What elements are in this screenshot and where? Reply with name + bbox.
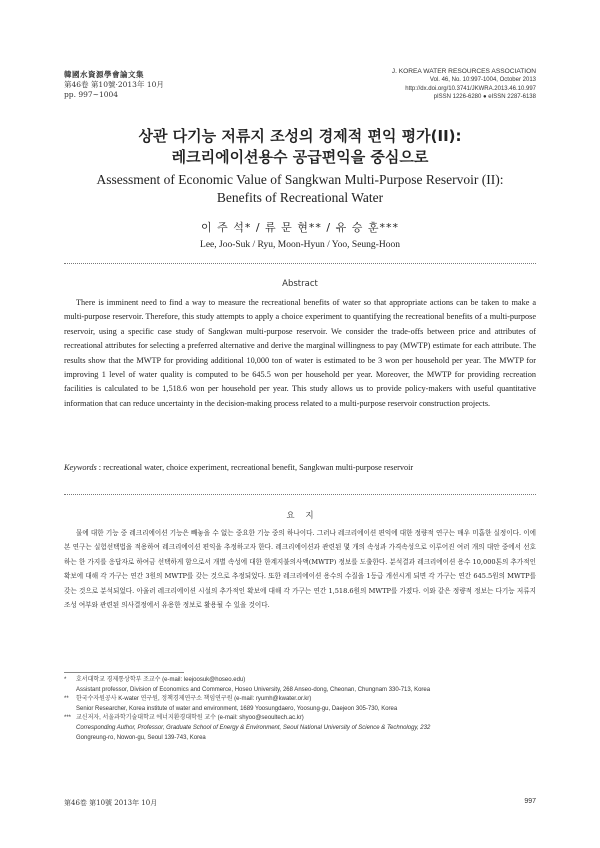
journal-name-ko: 韓國水資源學會論文集 <box>64 70 144 79</box>
footnote-line: Corresponding Author, Professor, Graduate School of Energy & Environment, Seoul National University of Science & Technology, 232 <box>76 724 431 731</box>
keywords <box>64 462 536 474</box>
journal-header-ko <box>64 70 164 100</box>
doi-link[interactable]: http://dx.doi.org/10.3741/JKWRA.2013.46.10.997 <box>405 85 536 92</box>
summary-text: 물에 대한 기능 중 레크리에이션 기능은 빼놓을 수 없는 중요한 기능 중의 하나이다. 그러나 레크리에이션 편익에 대한 정량적 연구는 매우 미흡한 실정이다. 이에 본 연구는 실험선택법을 적용하여 레크리에이션 편익을 추정하고자 한다. 레크리에이션과 관련된 몇 개의 속성과 가격속성으로 이루어진 여러 개의 대안 중에서 선호하는 한 가지를 응답자로 하여금 선택하게 함으로서 개별 속성에 대한 한계지불의사액(MWTP) 정보를 도출한다. 분석결과 레크리에이션 용수 10,000톤의 추가적인 확보에 대해 각 가구는 연간 3원의 MWTP를 갖는 것으로 추정되었다. 또한 레크리에이션 용수의 수질을 1등급 개선시게 되면 각 가구는 연간 645.5원의 MWTP를 갖는 것으로 분석되었다. 아울러 레크리에이션 시설의 추가적인 확보에 대해 각 가구는 연간 1,518.6원의 MWTP를 가졌다. 이와 같은 정량적 정보는 다기능 저류지 조성 여부와 관련된 의사결정에서 유용한 정보로 활용될 수 있을 것이다. <box>64 529 536 610</box>
footnote-item <box>64 676 536 695</box>
footnote-line: 호서대학교 경제통상학부 조교수 (e-mail: leejoosuk@hoseo.edu) <box>76 677 246 683</box>
footer-volume: 第46卷 第10號 2013年 10月 <box>64 799 158 807</box>
footnote-item <box>64 714 536 743</box>
title-korean <box>40 126 560 168</box>
journal-header-en <box>392 68 536 101</box>
title-english <box>40 171 560 207</box>
title-ko-line1: 상관 다기능 저류지 조성의 경제적 편익 평가(II): <box>138 127 462 145</box>
footnotes <box>64 676 536 743</box>
footnote-line: Senior Researcher, Korea institute of water and environment, 1689 Yoosungdaero, Yoosung-gu, Daejeon 305-730, Korea <box>76 705 398 712</box>
divider <box>64 263 536 264</box>
footnote-item <box>64 695 536 714</box>
footnote-line: 교신저자, 서울과학기술대학교 에너지환경대학원 교수 (e-mail: shyoo@seoultech.ac.kr) <box>76 715 304 722</box>
footnote-mark: ** <box>64 696 69 703</box>
footnote-rule <box>64 672 184 673</box>
title-en-line2: Benefits of Recreational Water <box>216 190 384 205</box>
footnote-line: Assistant professor, Division of Economics and Commerce, Hoseo University, 268 Anseo-dong, Cheonan, Chungnam 330-713, Korea <box>76 686 431 693</box>
title-ko-line2: 레크리에이션용수 공급편익을 중심으로 <box>171 148 429 166</box>
issn: pISSN 1226-6280 ● eISSN 2287-6138 <box>433 93 536 100</box>
footnote-line: 한국수자원공사 K-water 연구원, 정책경제연구소 책임연구원 (e-mail: ryumh@kwater.or.kr) <box>76 696 312 703</box>
keywords-label: Keywords <box>64 463 97 472</box>
title-en-line1: Assessment of Economic Value of Sangkwan Multi-Purpose Reservoir (II): <box>96 172 504 187</box>
abstract-heading: Abstract <box>282 279 318 289</box>
footnote-mark: *** <box>64 715 72 722</box>
divider <box>64 494 536 495</box>
abstract-text: There is imminent need to find a way to measure the recreational benefits of water so that appropriate actions can be taken to make a multi-purpose reservoir. Therefore, this study attempts to apply a choice experiment to quantifying the recreational benefits of a multi-purpose reservoir, using a specific case study of Sangkwan multi-purpose reservoir. We consider the trade-offs between price and attributes of recreational attributes for selecting a preferred alternative and derive the marginal willingness to pay (MWTP) estimate for each attribute. The results show that the MWTP for providing additional 10,000 ton of water is estimated to be 3 won per household per year. The MWTP for improving 1 level of water quality is computed to be 645.5 won per household per year. Moreover, the MWTP for providing recreation facilities is calculated to be 1,518.6 won per household per year. This study allows us to provide policy-makers with useful quantitative information that can reduce uncertainty in the decision-making process related to a multi-purpose reservoir construction projects. <box>64 298 536 408</box>
page-range: pp. 997~1004 <box>64 90 119 99</box>
footer-page-number: 997 <box>524 798 536 805</box>
keywords-text: : recreational water, choice experiment, recreational benefit, Sangkwan multi-purpose reservoir <box>96 463 414 472</box>
footnote-mark: * <box>64 677 67 683</box>
journal-name-en: J. KOREA WATER RESOURCES ASSOCIATION <box>391 68 536 75</box>
authors-english: Lee, Joo-Suk / Ryu, Moon-Hyun / Yoo, Seung-Hoon <box>200 240 400 250</box>
summary-heading: 요 지 <box>286 511 314 521</box>
footnote-line: Gongreung-ro, Nowon-gu, Seoul 139-743, Korea <box>76 734 206 741</box>
authors-korean: 이 주 석* / 류 문 현** / 유 승 훈*** <box>200 221 399 234</box>
volume-ko: 第46卷 第10號·2013年 10月 <box>64 80 164 89</box>
volume-en: Vol. 46, No. 10:997-1004, October 2013 <box>429 77 536 84</box>
